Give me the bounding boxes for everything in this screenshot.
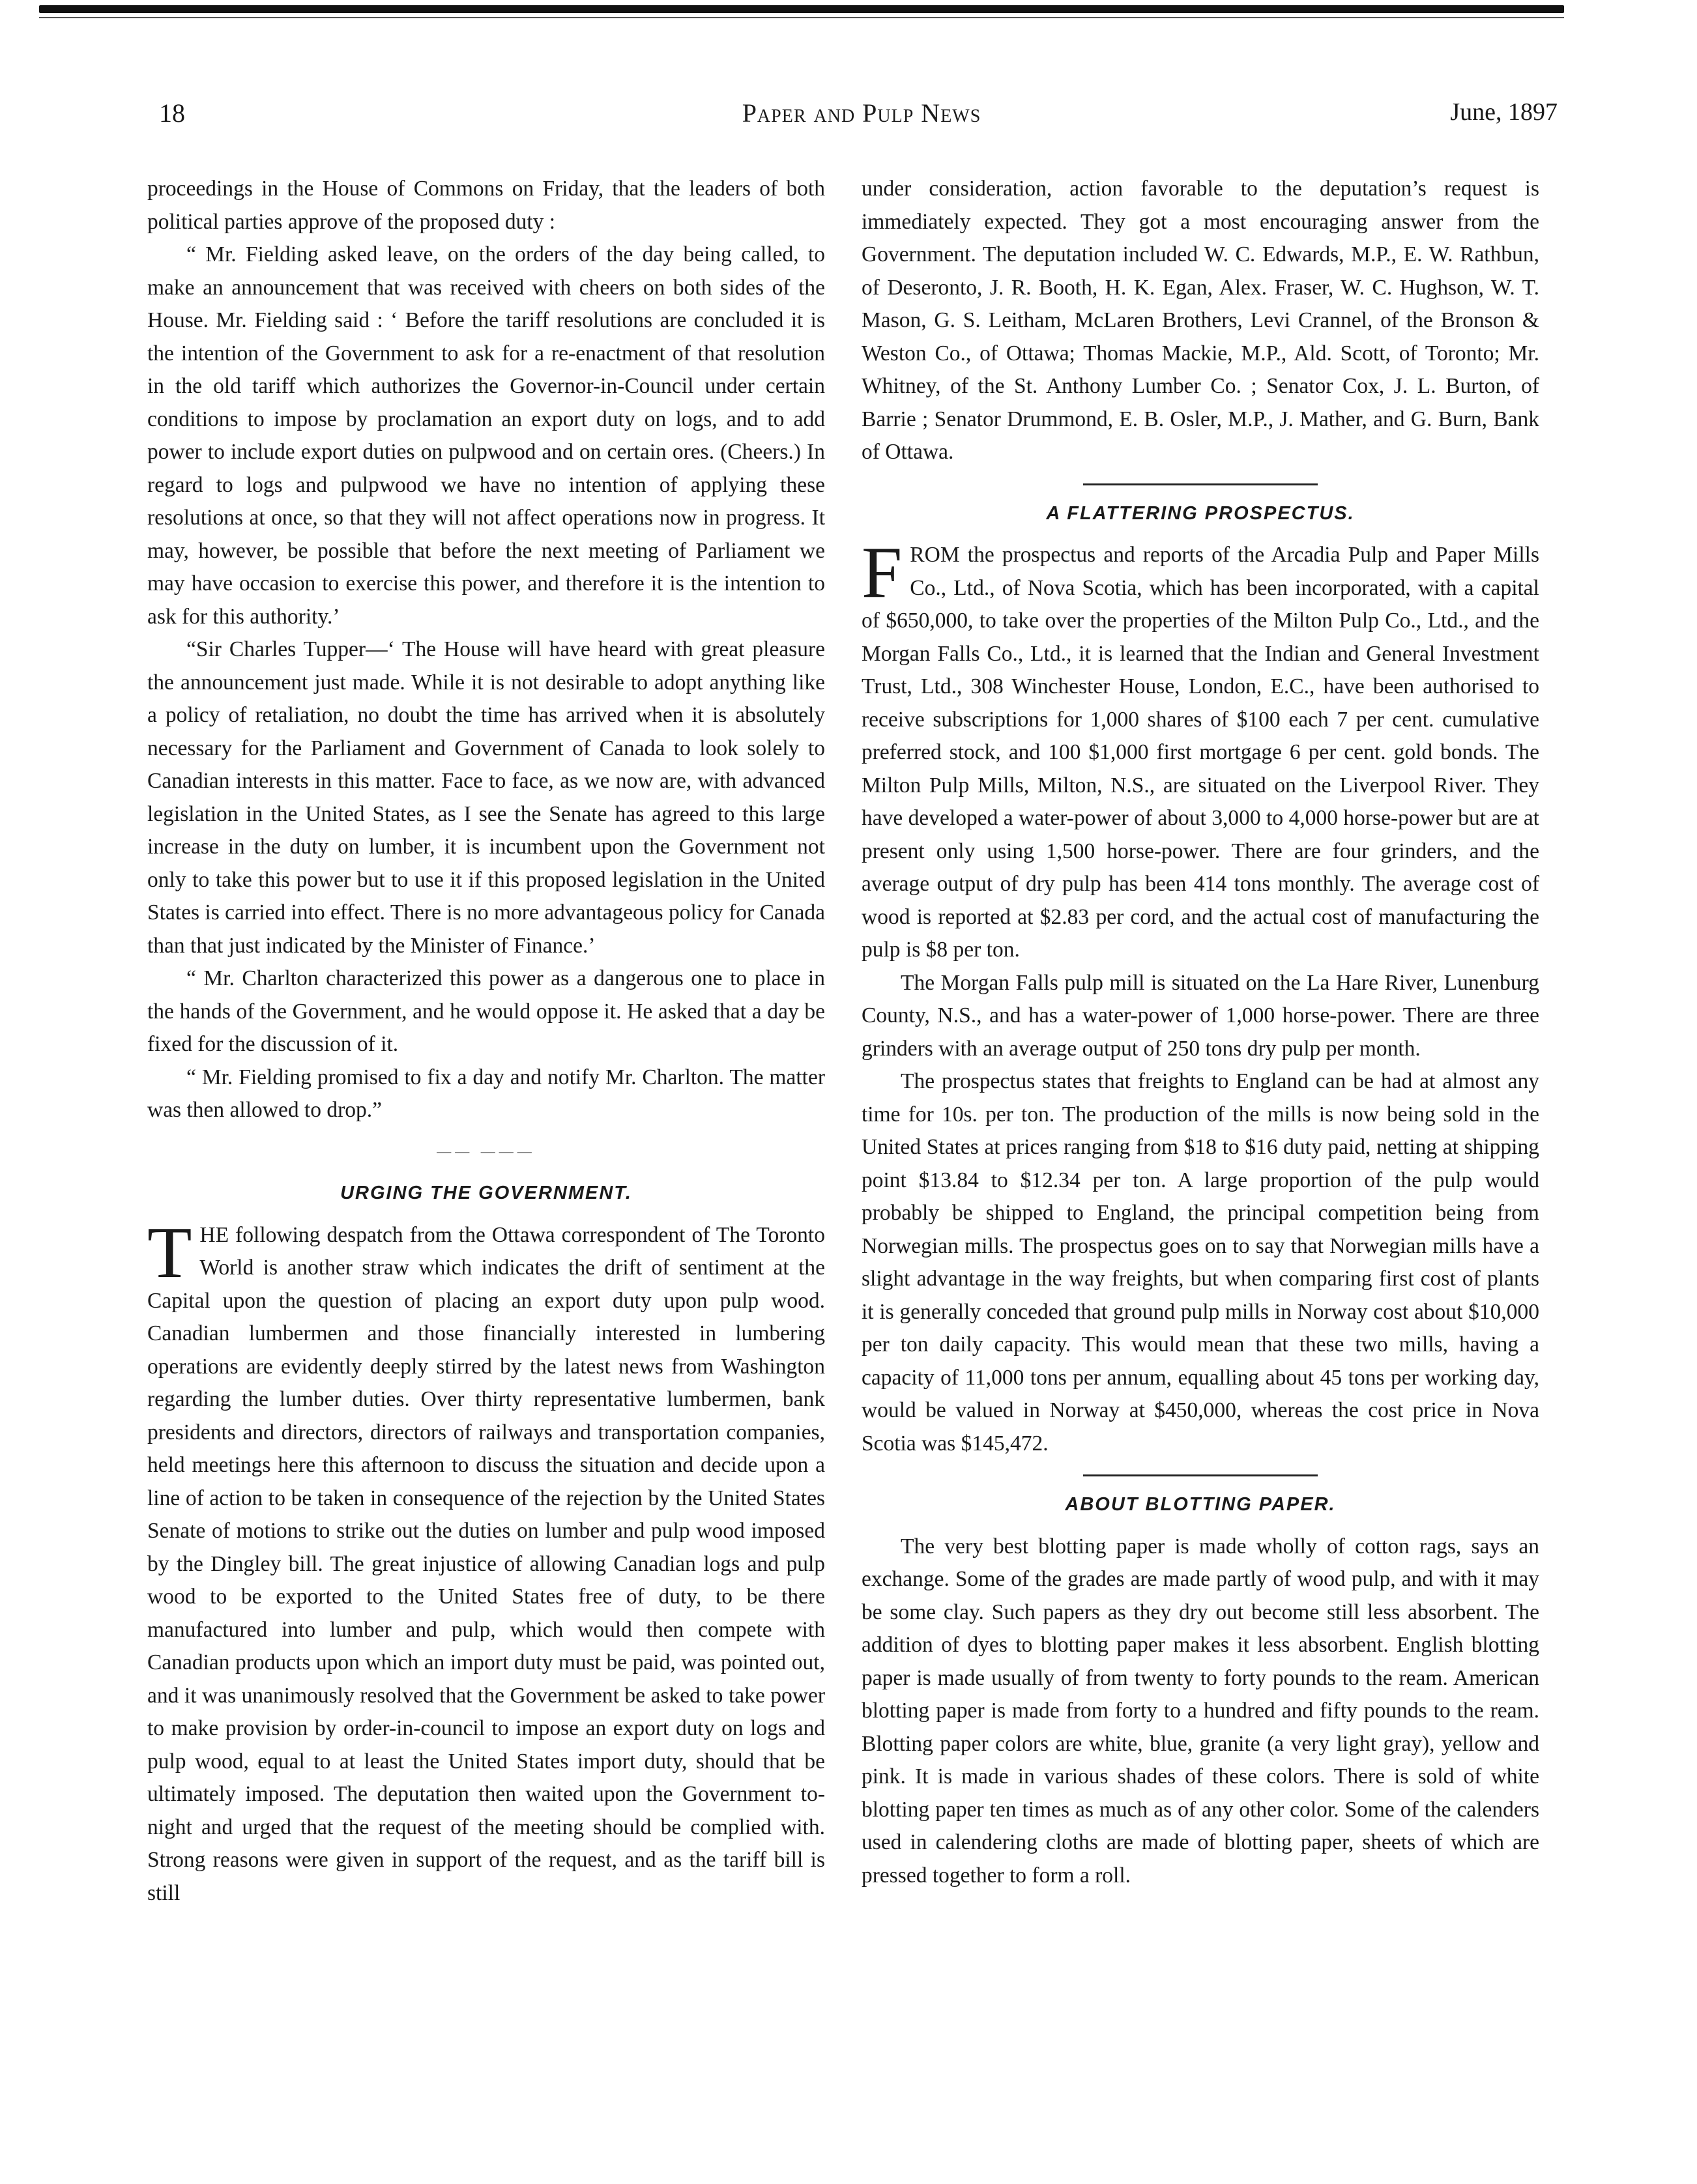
issue-date: June, 1897 (1450, 98, 1558, 126)
section-rule (1083, 483, 1318, 485)
paragraph-text: HE following despatch from the Ottawa correspondent of The Toronto World is another straw which indicates the drift of sentiment at the Capital upon the question of placing an export duty upon pulp wood. Canadian lumbermen and those financially interested in lumbering operations are evidently deeply stirred by the latest news from Washington regarding the lumber duties. Over thirty representative lumbermen, bank presidents and directors, directors of railways and transportation companies, held meetings here this afternoon to discuss the situation and decide upon a line of action to be taken in consequence of the rejection by the United States Senate of motions to strike out the duties on lumber and pulp wood imposed by the Dingley bill. The great injustice of allowing Canadian logs and pulp wood to be exported to the United States free of duty, to be there manufactured into lumber and pulp, which would then compete with Canadian products upon which an import duty must be paid, was pointed out, and it was unanimously resolved that the Government be asked to take power to make provision by order-in-council to impose an export duty on logs and pulp wood, equal to at least the United States import duty, should that be ultimately imposed. The deputation then waited upon the Government to-night and urged that the request of the meeting should be complied with. Strong reasons were given in support of the request, and as the tariff bill is still (147, 1222, 825, 1905)
right-column (862, 173, 1539, 1892)
paragraph: The very best blotting paper is made wholly of cotton rags, says an exchange. Some of the grades are made partly of wood pulp, and with it may be some clay. Such papers as they dry out become still less absorbent. The addition of dyes to blotting paper makes it less absorbent. English blotting paper is made usually of from twenty to forty pounds to the ream. American blotting paper is made from forty to a hundred and fifty pounds to the ream. Blotting paper colors are white, blue, granite (a very light gray), yellow and pink. It is made in various shades of these colors. There is sold of white blotting paper ten times as much as of any other color. Some of the calenders used in calendering cloths are made of blotting paper, sheets of which are pressed together to form a roll. (862, 1534, 1539, 1888)
section-separator: —— ——— (437, 1142, 536, 1159)
section-heading: ABOUT BLOTTING PAPER. (1065, 1494, 1336, 1515)
paragraph: “ Mr. Fielding asked leave, on the orders of the day being called, to make an announcement that was received with cheers on both sides of the House. Mr. Fielding said : ‘ Before the tariff resolutions are concluded it is the intention of the Government to ask for a re-enactment of that resolution in the old tariff which authorizes the Governor-in-Council under certain conditions to impose by proclamation an export duty on logs, and to add power to include export duties on pulpwood and on certain ores. (Cheers.) In regard to logs and pulpwood we have no intention of applying these resolutions at once, so that they will not affect operations now in progress. It may, however, be possible that before the next meeting of Parliament we may have occasion to exercise this power, and therefore it is the intention to ask for this authority.’ (147, 242, 825, 629)
article-paragraph (862, 532, 1539, 967)
paragraph: “ Mr. Charlton characterized this power as a dangerous one to place in the hands of the Government, and he would oppose it. He asked that a day be fixed for the discussion of it. (147, 966, 825, 1056)
paragraph: “ Mr. Fielding promised to fix a day and notify Mr. Charlton. The matter was then allowed to drop.” (147, 1065, 825, 1122)
drop-cap: T (147, 1212, 192, 1293)
section-rule (1083, 1474, 1318, 1476)
paragraph: “Sir Charles Tupper—‘ The House will have heard with great pleasure the announcement just made. While it is not desirable to adopt anything like a policy of retaliation, no doubt the time has arrived when it is absolutely necessary for the Parliament and Government of Canada to look solely to Canadian interests in this matter. Face to face, as we now are, with advanced legislation in the United States, as I see the Senate has agreed to this large increase in the duty on lumber, it is incumbent upon the Government not only to take this power but to use it if this proposed legislation in the United States is carried into effect. There is no more advantageous policy for Canada than that just indicated by the Minister of Finance.’ (147, 637, 825, 958)
paragraph: The Morgan Falls pulp mill is situated on the La Hare River, Lunenburg County, N.S., and has a water-power of 1,000 horse-power. There are three grinders with an average output of 250 tons dry pulp per month. (862, 970, 1539, 1061)
paragraph: under consideration, action favorable to the deputation’s request is immediately expected. They got a most encouraging answer from the Government. The deputation included W. C. Edwards, M.P., E. W. Rathbun, of Deseronto, J. R. Booth, H. K. Egan, Alex. Fraser, W. C. Hughson, W. T. Mason, G. S. Leitham, McLaren Brothers, Levi Crannel, of the Bronson & Weston Co., of Ottawa; Thomas Mackie, M.P., Ald. Scott, of Toronto; Mr. Whitney, of the St. Anthony Lumber Co. ; Senator Cox, J. L. Burton, of Barrie ; Senator Drummond, E. B. Osler, M.P., J. Mather, and G. Burn, Bank of Ottawa. (862, 177, 1539, 464)
paragraph-text: ROM the prospectus and reports of the Arcadia Pulp and Paper Mills Co., Ltd., of Nova Scotia, which has been incorporated, with a capital of $650,000, to take over the properties of the Milton Pulp Co., Ltd., and the Morgan Falls Co., Ltd., it is learned that the Indian and General Investment Trust, Ltd., 308 Winchester House, London, E.C., have been authorised to receive subscriptions for 1,000 shares of $100 each 7 per cent. cumulative preferred stock, and 100 $1,000 first mortgage 6 per cent. gold bonds. The Milton Pulp Mills, Milton, N.S., are situated on the Liverpool River. They have developed a water-power of about 3,000 to 4,000 horse-power but are at present only using 1,500 horse-power. There are four grinders, and the average output of dry pulp has been 414 tons monthly. The average cost of wood is reported at $2.83 per cord, and the actual cost of manufacturing the pulp is $8 per ton. (862, 543, 1539, 962)
drop-cap: F (862, 532, 903, 613)
page-number: 18 (159, 98, 185, 128)
paragraph: proceedings in the House of Commons on Friday, that the leaders of both political parties approve of the proposed duty : (147, 177, 825, 234)
article-paragraph (147, 1212, 825, 1910)
page-header (159, 98, 1564, 143)
running-title: Paper and Pulp News (742, 98, 981, 128)
section-heading: A FLATTERING PROSPECTUS. (1046, 502, 1355, 524)
top-border-rule-thin (39, 17, 1564, 18)
top-border-rule (39, 5, 1564, 13)
left-column (147, 173, 825, 1910)
paragraph: The prospectus states that freights to England can be had at almost any time for 10s. per ton. The production of the mills is now being sold in the United States at prices ranging from $18 to $16 duty paid, netting at shipping point $13.84 to $12.34 per ton. A large proportion of the pulp would probably be shipped to England, the principal competition being from Norwegian mills. The prospectus goes on to say that Norwegian mills have a slight advantage in the way freights, but when comparing first cost of plants it is generally conceded that ground pulp mills in Norway cost about $10,000 per ton daily capacity. This would mean that these two mills, having a capacity of 11,000 tons per annum, equalling about 45 tons per working day, would be valued in Norway at $450,000, whereas the cost price in Nova Scotia was $145,472. (862, 1069, 1539, 1456)
section-heading: URGING THE GOVERNMENT. (340, 1183, 632, 1203)
